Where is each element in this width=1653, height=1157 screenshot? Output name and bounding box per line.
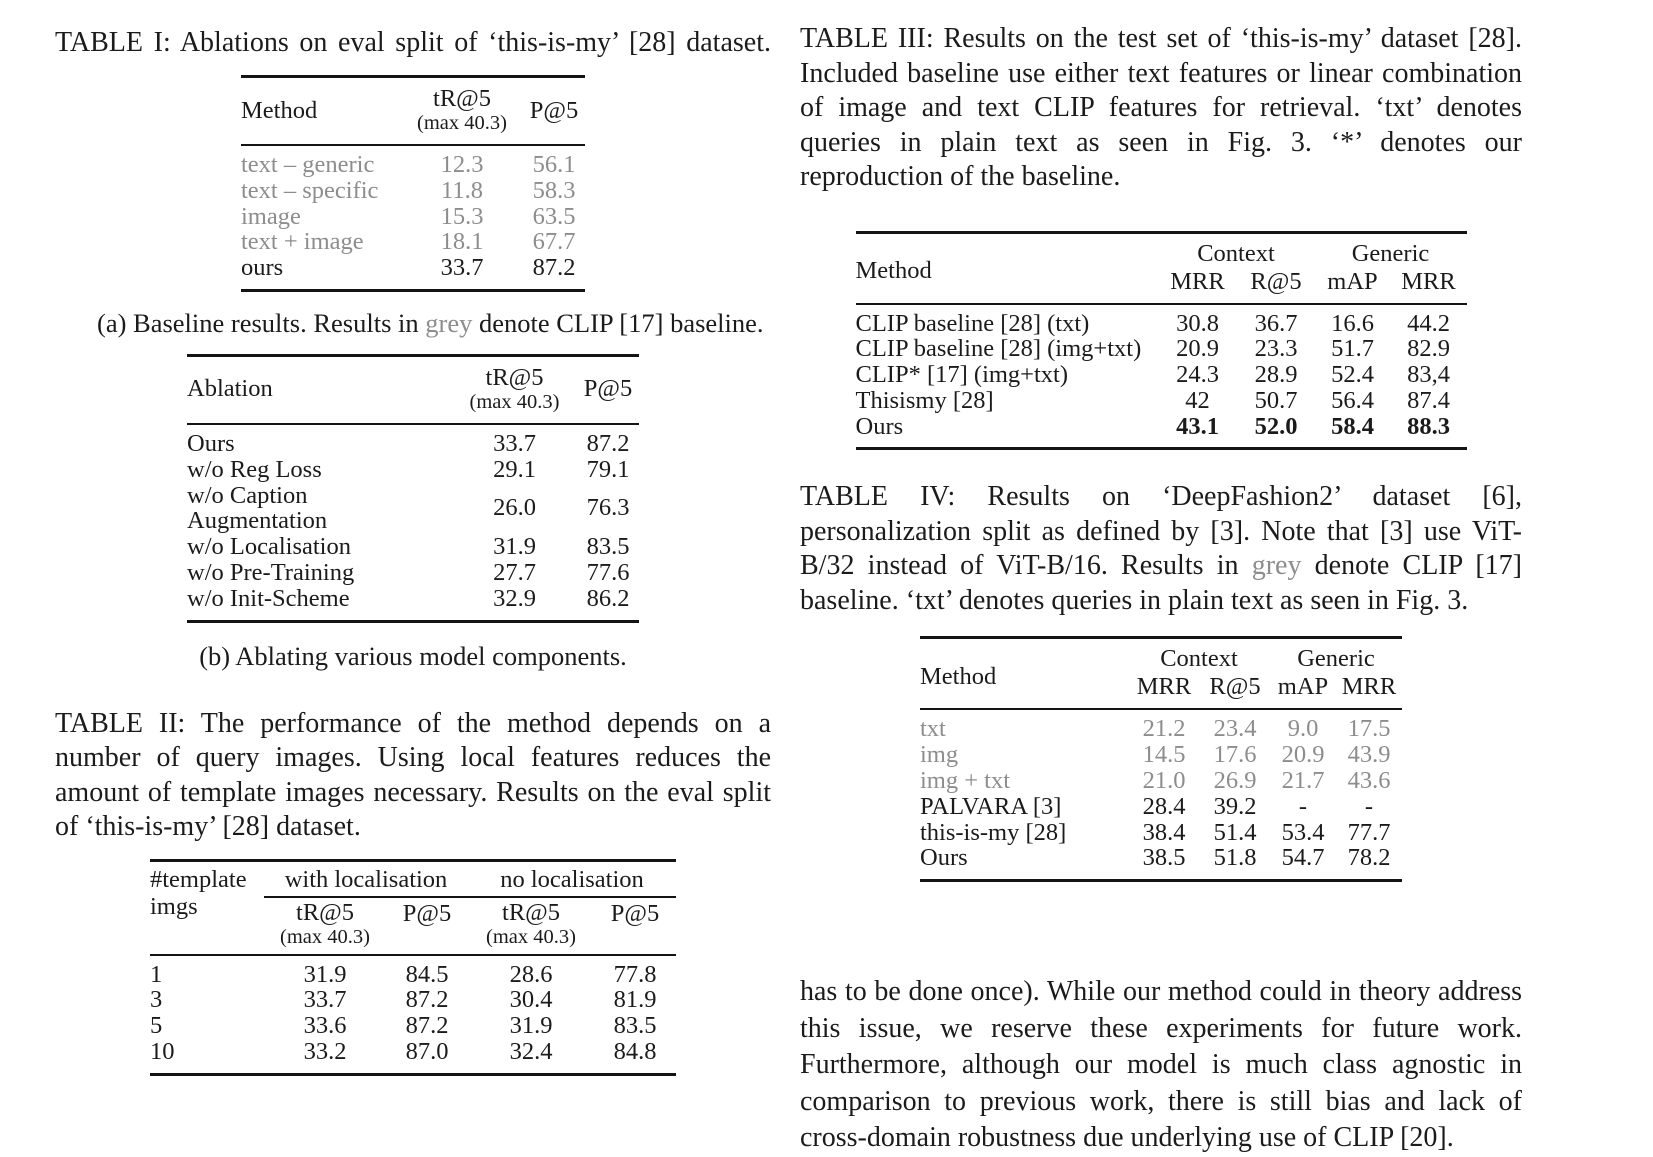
cell-tr5: 31.9 (493, 533, 536, 561)
table-row (856, 414, 1467, 449)
cell-p5: 87.2 (586, 429, 630, 457)
cell-tr5: 29.1 (493, 455, 536, 483)
cell-ablation: w/o Pre-Training (187, 558, 355, 586)
cell-mrr-context: 38.4 (1142, 818, 1186, 846)
group-header-context: Context (1197, 239, 1275, 267)
cell-mrr-generic: 17.5 (1347, 715, 1391, 743)
table-row (920, 742, 1402, 768)
table-row (241, 204, 585, 230)
cell-with-tr5: 31.9 (303, 960, 347, 988)
cell-r5: 28.9 (1254, 361, 1298, 389)
col-header-method: Method (920, 638, 1128, 710)
table-row (150, 987, 676, 1013)
table-row (856, 388, 1467, 414)
table-row (150, 1039, 676, 1074)
cell-method: image (241, 202, 301, 230)
cell-method: ours (241, 254, 284, 282)
cell-no-p5: 81.9 (613, 986, 657, 1014)
cell-with-tr5: 33.6 (303, 1012, 347, 1040)
cell-r5: 23.3 (1254, 335, 1298, 363)
col-header-mrr-context: MRR (1128, 673, 1200, 709)
col-header-method: Method (241, 77, 401, 146)
table-row (920, 820, 1402, 846)
cell-ablation: w/o Caption Augmentation (187, 481, 328, 535)
cell-tr5: 33.7 (440, 254, 484, 282)
cell-r5: 39.2 (1213, 792, 1257, 820)
table-row (187, 424, 639, 457)
table-row (187, 457, 639, 483)
cell-method: Ours (855, 412, 904, 440)
cell-mrr-generic: 87.4 (1407, 386, 1450, 414)
cell-mrr-context: 24.3 (1176, 361, 1219, 389)
cell-r5: 23.4 (1213, 715, 1257, 743)
cell-ablation: w/o Localisation (187, 533, 351, 561)
table-row (920, 845, 1402, 880)
cell-ablation: Ours (187, 429, 235, 457)
cell-ablation: w/o Init-Scheme (187, 584, 350, 612)
table-row (856, 304, 1467, 337)
cell-p5: 76.3 (586, 494, 630, 522)
cell-tr5: 12.3 (440, 151, 484, 178)
cell-map: 52.4 (1331, 361, 1374, 389)
col-header-method: Method (856, 232, 1158, 304)
table-3-test-results (856, 231, 1467, 451)
cell-tr5: 32.9 (493, 584, 536, 612)
cell-map: 53.4 (1281, 818, 1325, 846)
cell-r5: 36.7 (1254, 309, 1298, 337)
cell-mrr-context: 28.4 (1142, 792, 1186, 820)
cell-no-tr5: 31.9 (509, 1012, 553, 1040)
table-row (856, 362, 1467, 388)
left-column (55, 26, 771, 1076)
cell-map: 58.4 (1331, 412, 1374, 440)
table-4-deepfashion2 (920, 636, 1402, 882)
cell-map: - (1298, 792, 1308, 820)
cell-mrr-generic: 82.9 (1407, 335, 1450, 363)
cell-tr5: 26.0 (493, 494, 536, 522)
caption-subtable-b: (b) Ablating various model components. (199, 640, 627, 671)
cell-map: 51.7 (1331, 335, 1374, 363)
group-header-generic: Generic (1351, 239, 1430, 267)
table-2-template-images (150, 859, 676, 1076)
cell-n-imgs: 10 (150, 1037, 175, 1065)
table-row (920, 709, 1402, 742)
cell-map: 54.7 (1281, 844, 1325, 872)
table-row (187, 560, 639, 586)
cell-mrr-context: 14.5 (1142, 741, 1186, 769)
cell-r5: 26.9 (1213, 767, 1257, 795)
table4-caption-paragraph: TABLE IV: Results on ‘DeepFashion2’ dataset [6], personalization split as defined by [3]. Note that [3] use ViT-B/32 instead of ViT-B/16. Results in grey denote CLIP [17] baseline. ‘txt’ denotes queries in plain text as seen in Fig. 3. (800, 481, 1523, 616)
cell-mrr-generic: 88.3 (1407, 412, 1450, 440)
cell-method: text – generic (241, 151, 375, 178)
col-header-p5: P@5 (577, 355, 639, 424)
group-header-no-localisation: no localisation (468, 860, 676, 897)
table-row (241, 178, 585, 204)
cell-mrr-generic: 43.6 (1347, 767, 1391, 795)
col-header-p5: P@5 (523, 77, 585, 146)
table-row (150, 1013, 676, 1039)
col-header-tr5: tR@5 (max 40.3) (401, 77, 523, 146)
table-row (187, 534, 639, 560)
cell-ablation: w/o Reg Loss (187, 455, 322, 483)
cell-method: PALVARA [3] (920, 792, 1062, 820)
cell-r5: 51.8 (1213, 844, 1257, 872)
group-header-row (856, 232, 1467, 268)
table-row (920, 768, 1402, 794)
cell-with-tr5: 33.2 (303, 1037, 347, 1065)
cell-mrr-generic: 78.2 (1347, 844, 1391, 872)
group-header-generic: Generic (1297, 645, 1375, 673)
cell-method: Ours (920, 844, 968, 872)
col-header-tr5: tR@5 (max 40.3) (264, 897, 386, 955)
closing-paragraph: has to be done once). While our method could in theory address this issue, we reserve these experiments for future work. Furthermore, although our model is much class agnostic in comparison to previous work, there is still bias and lack of cross-domain robustness due underlying use of CLIP [20]. (800, 976, 1522, 1154)
cell-mrr-context: 43.1 (1176, 412, 1219, 440)
table-row (856, 336, 1467, 362)
cell-tr5: 11.8 (441, 176, 483, 204)
col-header-mrr-generic: MRR (1336, 673, 1402, 709)
col-header-mrr-context: MRR (1158, 268, 1238, 304)
cell-mrr-generic: 77.7 (1347, 818, 1391, 846)
cell-no-p5: 83.5 (613, 1012, 657, 1040)
table-1a-baseline-results (241, 75, 585, 292)
cell-method: CLIP baseline [28] (img+txt) (855, 335, 1142, 363)
group-header-context: Context (1160, 645, 1238, 673)
cell-mrr-context: 21.0 (1142, 767, 1186, 795)
cell-method: Thisismy [28] (855, 386, 994, 414)
cell-p5: 83.5 (586, 533, 630, 561)
cell-with-p5: 87.2 (405, 986, 449, 1014)
col-header-mrr-generic: MRR (1391, 268, 1467, 304)
col-header-p5: P@5 (594, 897, 676, 955)
col-header-map: mAP (1270, 673, 1336, 709)
cell-method: img (920, 741, 959, 769)
table-1b-ablations (187, 354, 639, 623)
caption-subtable-a: (a) Baseline results. Results in grey denote CLIP [17] baseline. (97, 307, 764, 338)
col-header-map: mAP (1315, 268, 1391, 304)
col-header-p5: P@5 (386, 897, 468, 955)
col-header-r5: R@5 (1238, 268, 1315, 304)
cell-method: text + image (241, 228, 364, 256)
table-row (241, 229, 585, 255)
cell-mrr-context: 21.2 (1142, 715, 1186, 743)
cell-method: txt (920, 715, 946, 743)
cell-map: 9.0 (1287, 715, 1319, 743)
cell-method: text – specific (241, 176, 379, 204)
cell-p5: 86.2 (586, 584, 630, 612)
grey-word: grey (1251, 550, 1302, 582)
table-row (241, 255, 585, 290)
cell-with-p5: 87.2 (405, 1012, 449, 1040)
cell-with-p5: 87.0 (405, 1037, 449, 1065)
cell-mrr-context: 42 (1185, 386, 1210, 414)
cell-method: this-is-my [28] (920, 818, 1067, 846)
cell-n-imgs: 3 (150, 986, 163, 1014)
cell-method: CLIP* [17] (img+txt) (855, 361, 1069, 389)
header-row (187, 355, 639, 424)
group-header-row (150, 860, 676, 897)
cell-p5: 63.5 (532, 202, 576, 230)
cell-r5: 50.7 (1254, 386, 1298, 414)
col-header-r5: R@5 (1200, 673, 1270, 709)
header-row (241, 77, 585, 146)
cell-p5: 79.1 (586, 455, 630, 483)
cell-p5: 87.2 (532, 254, 576, 282)
col-header-ablation: Ablation (187, 355, 452, 424)
cell-method: CLIP baseline [28] (txt) (855, 309, 1090, 337)
cell-tr5: 15.3 (440, 202, 484, 230)
cell-r5: 17.6 (1213, 741, 1257, 769)
cell-p5: 77.6 (586, 558, 630, 586)
cell-tr5: 18.1 (440, 228, 484, 256)
cell-r5: 51.4 (1213, 818, 1257, 846)
cell-map: 21.7 (1281, 767, 1325, 795)
cell-r5: 52.0 (1254, 412, 1298, 440)
cell-mrr-generic: 44.2 (1407, 309, 1450, 337)
cell-mrr-generic: 43.9 (1347, 741, 1391, 769)
cell-no-tr5: 32.4 (509, 1037, 553, 1065)
grey-word: grey (425, 307, 473, 338)
cell-no-p5: 77.8 (613, 960, 657, 988)
cell-mrr-context: 30.8 (1176, 309, 1219, 337)
cell-p5: 58.3 (532, 176, 576, 204)
cell-map: 20.9 (1281, 741, 1325, 769)
cell-p5: 56.1 (532, 151, 576, 178)
table-row (187, 586, 639, 621)
table-row (187, 483, 639, 535)
cell-no-tr5: 28.6 (509, 960, 553, 988)
table2-caption-paragraph: TABLE II: The performance of the method depends on a number of query images. Using local features reduces the amount of template images necessary. Results on the eval split of ‘this-is-my’ [28] dataset. (55, 707, 771, 843)
right-column (800, 22, 1522, 1157)
cell-tr5: 33.7 (493, 429, 536, 457)
cell-mrr-generic: 83,4 (1407, 361, 1450, 389)
col-header-tr5: tR@5 (max 40.3) (468, 897, 594, 955)
group-header-row (920, 638, 1402, 674)
col-header-tr5: tR@5 (max 40.3) (452, 355, 577, 424)
table-row (150, 955, 676, 988)
cell-no-p5: 84.8 (613, 1037, 657, 1065)
table-row (241, 145, 585, 178)
cell-with-tr5: 33.7 (303, 986, 347, 1014)
cell-mrr-context: 38.5 (1142, 844, 1186, 872)
cell-mrr-generic: - (1364, 792, 1374, 820)
cell-map: 56.4 (1331, 386, 1374, 414)
table1-title: TABLE I: Ablations on eval split of ‘this-is-my’ [28] dataset. (55, 27, 771, 58)
cell-n-imgs: 5 (150, 1012, 163, 1040)
group-header-with-localisation: with localisation (264, 860, 468, 897)
cell-map: 16.6 (1331, 309, 1374, 337)
cell-method: img + txt (920, 767, 1011, 795)
cell-no-tr5: 30.4 (509, 986, 553, 1014)
cell-tr5: 27.7 (493, 558, 536, 586)
table-row (920, 794, 1402, 820)
cell-mrr-context: 20.9 (1176, 335, 1219, 363)
cell-with-p5: 84.5 (405, 960, 449, 988)
table3-caption-paragraph: TABLE III: Results on the test set of ‘this-is-my’ dataset [28]. Included baseline use either text features or linear combination of image and text CLIP features for retrieval. ‘txt’ denotes queries in plain text as seen in Fig. 3. ‘*’ denotes our reproduction of the baseline. (800, 23, 1522, 192)
cell-n-imgs: 1 (150, 960, 163, 988)
col-header-template-imgs: #template imgs (150, 860, 264, 955)
cell-p5: 67.7 (532, 228, 576, 256)
